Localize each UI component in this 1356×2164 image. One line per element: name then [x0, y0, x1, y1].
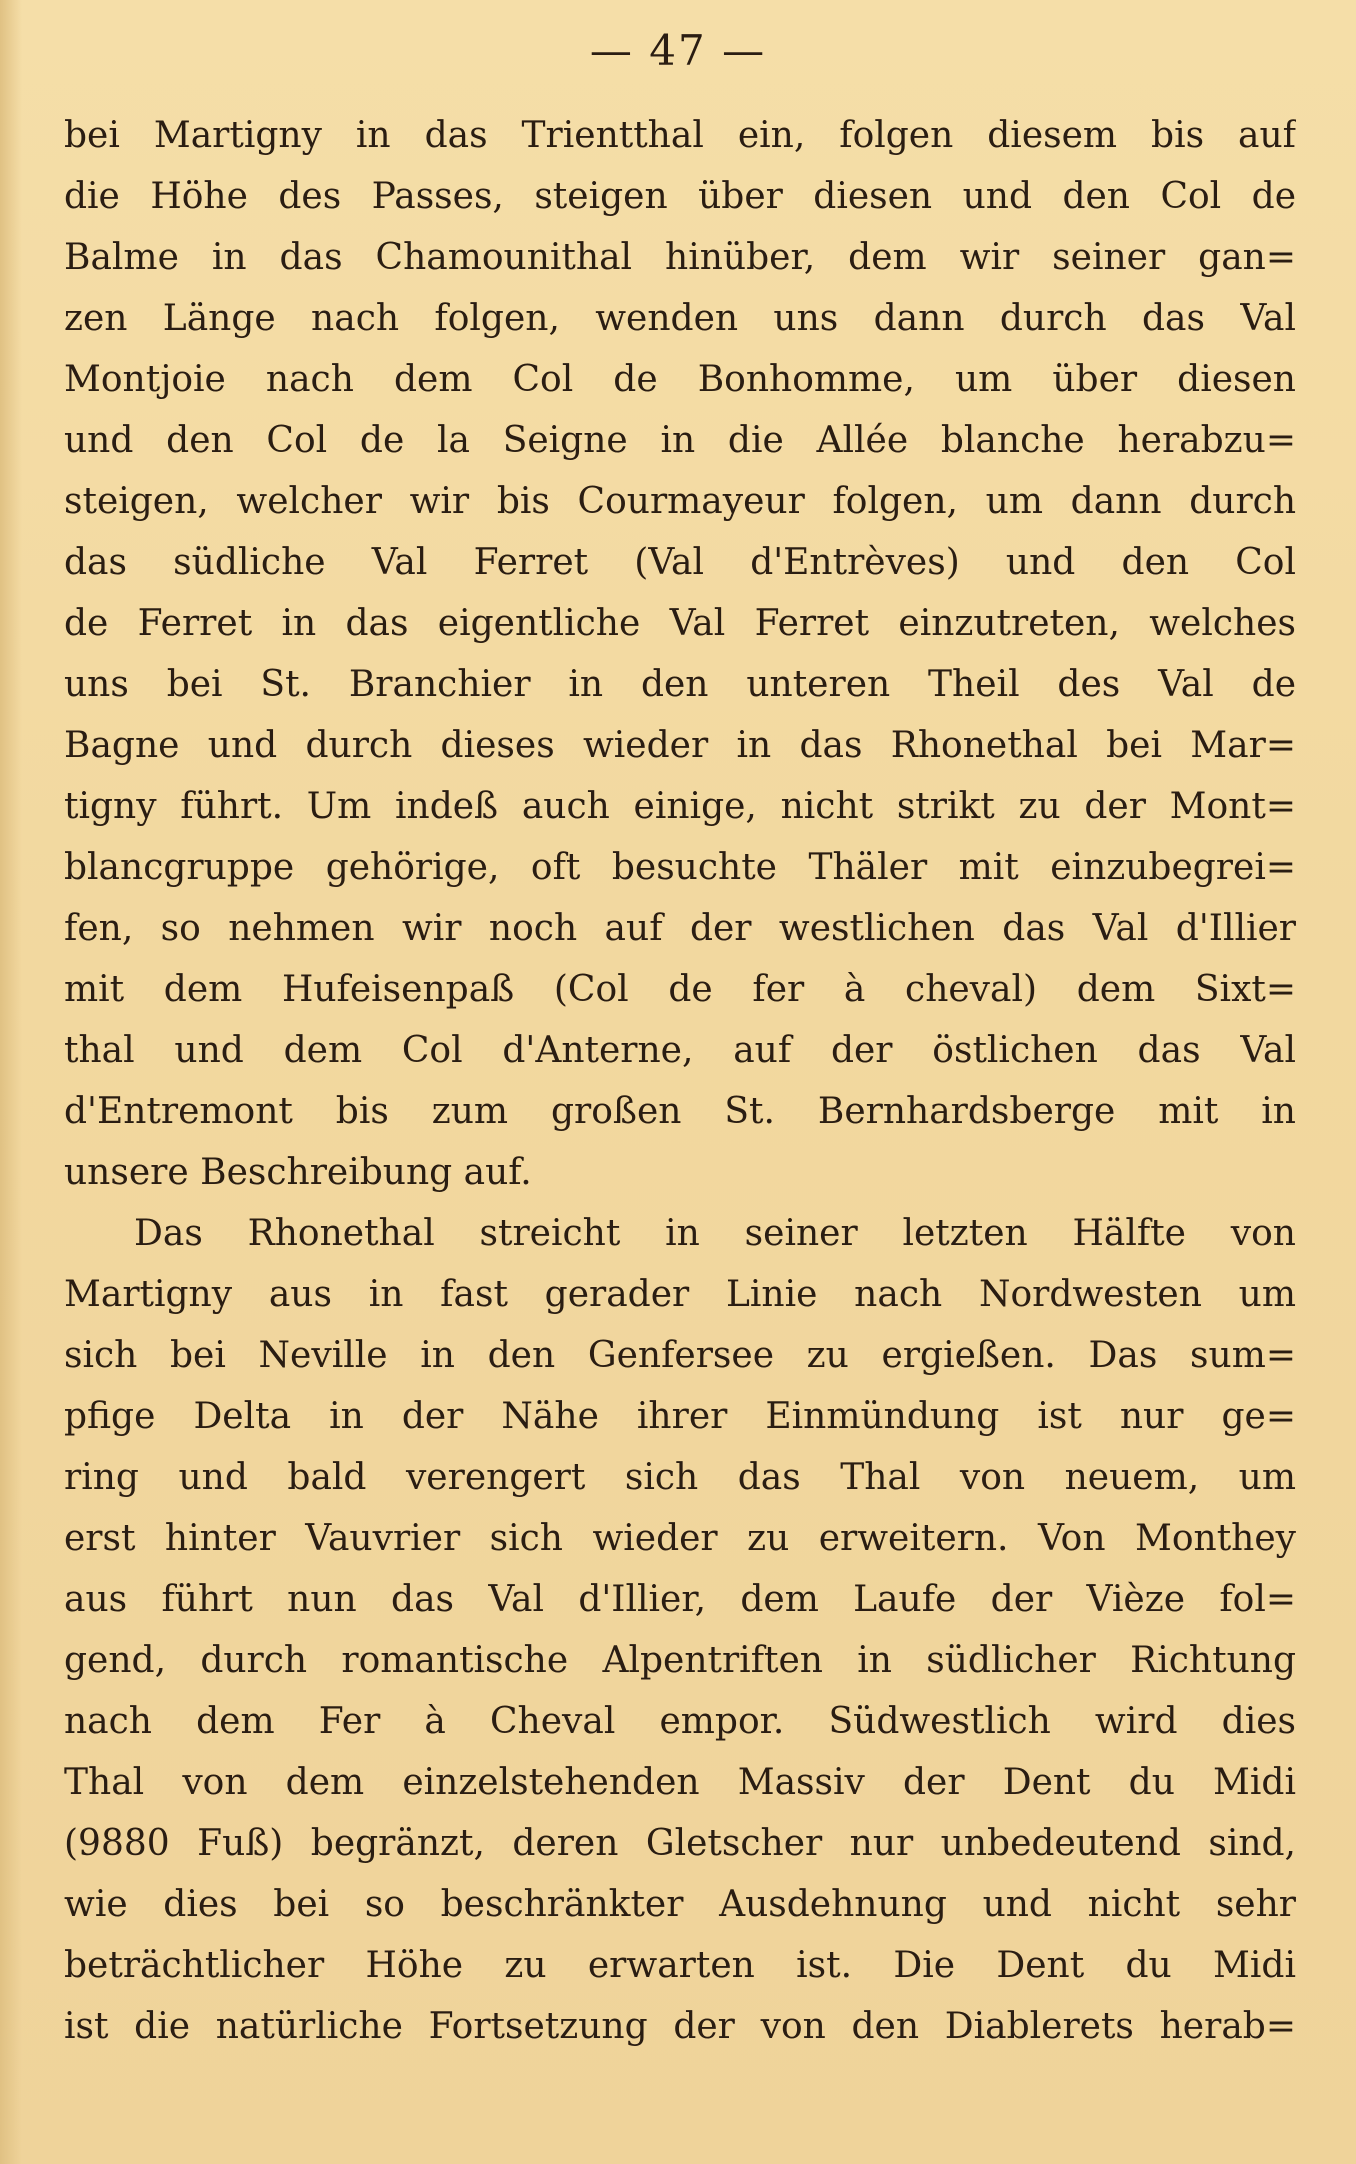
text-line: Balme in das Chamounithal hinüber, dem wir seiner gan= [64, 237, 1296, 278]
text-line: das südliche Val Ferret (Val d'Entrèves) und den Col [64, 542, 1296, 583]
text-line: gend, durch romantische Alpentriften in südlicher Richtung [64, 1640, 1296, 1681]
text-line: Bagne und durch dieses wieder in das Rhonethal bei Mar= [64, 725, 1296, 766]
text-line: bei Martigny in das Trientthal ein, folgen diesem bis auf [64, 115, 1296, 156]
text-line: d'Entremont bis zum großen St. Bernhardsberge mit in [64, 1091, 1296, 1132]
text-line: (9880 Fuß) begränzt, deren Gletscher nur unbedeutend sind, [64, 1823, 1296, 1864]
text-line: Thal von dem einzelstehenden Massiv der Dent du Midi [64, 1762, 1296, 1803]
paragraph-start-line: Das Rhonethal streicht in seiner letzten Hälfte von [134, 1213, 1296, 1254]
text-line: beträchtlicher Höhe zu erwarten ist. Die Dent du Midi [64, 1945, 1296, 1986]
text-line: pfige Delta in der Nähe ihrer Einmündung ist nur ge= [64, 1396, 1296, 1437]
text-line: fen, so nehmen wir noch auf der westlichen das Val d'Illier [64, 908, 1296, 949]
text-line: zen Länge nach folgen, wenden uns dann durch das Val [64, 298, 1296, 339]
body-text [64, 105, 1296, 2057]
text-line: aus führt nun das Val d'Illier, dem Laufe der Vièze fol= [64, 1579, 1296, 1620]
text-line: ring und bald verengert sich das Thal von neuem, um [64, 1457, 1296, 1498]
text-line: uns bei St. Branchier in den unteren Theil des Val de [64, 664, 1296, 705]
text-line: sich bei Neville in den Genfersee zu ergießen. Das sum= [64, 1335, 1296, 1376]
text-line: Martigny aus in fast gerader Linie nach Nordwesten um [64, 1274, 1296, 1315]
text-line: und den Col de la Seigne in die Allée blanche herabzu= [64, 420, 1296, 461]
text-line: de Ferret in das eigentliche Val Ferret einzutreten, welches [64, 603, 1296, 644]
text-line: steigen, welcher wir bis Courmayeur folgen, um dann durch [64, 481, 1296, 522]
page-edge-shadow [0, 0, 22, 2164]
text-line: ist die natürliche Fortsetzung der von den Diablerets herab= [64, 2006, 1296, 2047]
page-number: — 47 — [589, 26, 767, 75]
text-line: die Höhe des Passes, steigen über diesen und den Col de [64, 176, 1296, 217]
text-line: Montjoie nach dem Col de Bonhomme, um über diesen [64, 359, 1296, 400]
text-line: mit dem Hufeisenpaß (Col de fer à cheval) dem Sixt= [64, 969, 1296, 1010]
text-line: tigny führt. Um indeß auch einige, nicht strikt zu der Mont= [64, 786, 1296, 827]
text-line: nach dem Fer à Cheval empor. Südwestlich wird dies [64, 1701, 1296, 1742]
text-line: unsere Beschreibung auf. [64, 1152, 532, 1193]
text-line: thal und dem Col d'Anterne, auf der östlichen das Val [64, 1030, 1296, 1071]
text-line: wie dies bei so beschränkter Ausdehnung und nicht sehr [64, 1884, 1296, 1925]
text-line: blancgruppe gehörige, oft besuchte Thäler mit einzubegrei= [64, 847, 1296, 888]
text-line: erst hinter Vauvrier sich wieder zu erweitern. Von Monthey [64, 1518, 1296, 1559]
